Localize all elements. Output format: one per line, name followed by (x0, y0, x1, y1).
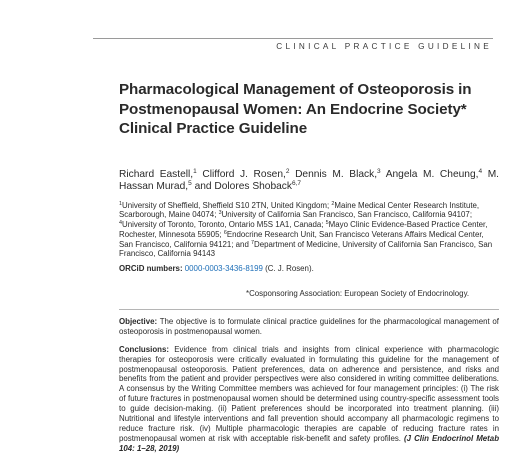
author-name: Angela M. Cheung, (385, 168, 479, 180)
author-name: Clifford J. Rosen, (202, 168, 286, 180)
affiliation-text: Department of Medicine, University of California San Francisco, San Francisco, California 94143 (119, 239, 493, 259)
author-list (119, 169, 499, 194)
article-title: Pharmacological Management of Osteoporosis in Postmenopausal Women: An Endocrine Society* Clinical Practice Guideline (119, 81, 472, 137)
author-name: and Dolores Shoback (194, 181, 292, 193)
author-affiliation-mark: 6,7 (291, 180, 302, 188)
affiliation-mark: 2 (331, 200, 335, 207)
orcid-line (119, 264, 499, 274)
conclusions-paragraph (119, 345, 499, 454)
objective-text: The objective is to formulate clinical practice guidelines for the pharmacological management of osteoporosis in postmenopausal women. (119, 316, 499, 336)
author-affiliation-mark: 5 (188, 180, 192, 188)
journal-citation: (J Clin Endocrinol Metab 104: 1–28, 2019) (119, 433, 500, 453)
orcid-owner: (C. J. Rosen). (265, 263, 314, 273)
orcid-label: ORCiD numbers: (119, 263, 183, 273)
affiliation-mark: 3 (218, 210, 222, 217)
author-affiliation-mark: 4 (478, 167, 483, 175)
cosponsor-note: *Cosponsoring Association: European Society of Endocrinology. (246, 288, 470, 298)
affiliation-mark: 1 (119, 200, 122, 207)
author-affiliation-mark: 3 (377, 167, 381, 175)
author-name: M. Hassan Murad, (119, 168, 500, 193)
conclusions-text: Evidence from clinical trials and insights from clinical experience with pharmacologic therapies for osteoporosis were critically evaluated in formulating this guideline for the management of postmenopausal osteoporosis. Patient preferences, data on adherence and persistence, and risks and benefits from the patient and provider perspectives were also considered in writing committee deliberations. A consensus by the Writing Committee members was achieved for four management principles: (i) The risk of future fractures in postmenopausal women should be determined using country-specific assessment tools to guide decision-making. (ii) Patient preferences should be incorporated into treatment planning. (iii) Nutritional and lifestyle interventions and fall prevention should accompany all pharmacologic regimens to reduce fracture risk. (iv) Multiple pharmacologic therapies are capable of reducing fracture rates in postmenopausal women at risk with acceptable risk-benefit and safety profiles. (119, 344, 499, 443)
affiliation-mark: 5 (325, 220, 329, 227)
affiliation-text: University of California San Francisco, San Francisco, California 94107; (221, 210, 473, 220)
running-head: CLINICAL PRACTICE GUIDELINE (276, 42, 492, 51)
author-affiliation-mark: 1 (193, 167, 197, 175)
affiliation-list (119, 201, 499, 259)
objective-heading: Objective: (119, 316, 158, 326)
affiliation-text: Mayo Clinic Evidence-Based Practice Center, Rochester, Minnesota 55905; (119, 220, 488, 239)
affiliation-mark: 7 (251, 239, 255, 246)
affiliation-text: University of Sheffield, Sheffield S10 2TN, United Kingdom; (122, 200, 330, 210)
affiliation-mark: 4 (119, 220, 122, 227)
author-name: Dennis M. Black, (295, 168, 378, 180)
orcid-link[interactable]: 0000-0003-3436-8199 (184, 263, 263, 273)
author-affiliation-mark: 2 (285, 167, 290, 175)
affiliation-text: University of Toronto, Toronto, Ontario M5S 1A1, Canada; (122, 220, 324, 230)
conclusions-heading: Conclusions: (119, 344, 169, 354)
article-front-matter (119, 80, 499, 454)
header-rule (93, 38, 493, 39)
affiliation-text: Endocrine Research Unit, San Francisco Veterans Affairs Medical Center, San Francisco, California 94121; and (119, 229, 484, 249)
abstract-divider (119, 309, 499, 310)
affiliation-text: Maine Medical Center Research Institute, Scarborough, Maine 04074; (119, 200, 480, 220)
author-name: Richard Eastell, (119, 168, 194, 180)
objective-paragraph (119, 317, 499, 337)
affiliation-mark: 6 (223, 229, 227, 236)
